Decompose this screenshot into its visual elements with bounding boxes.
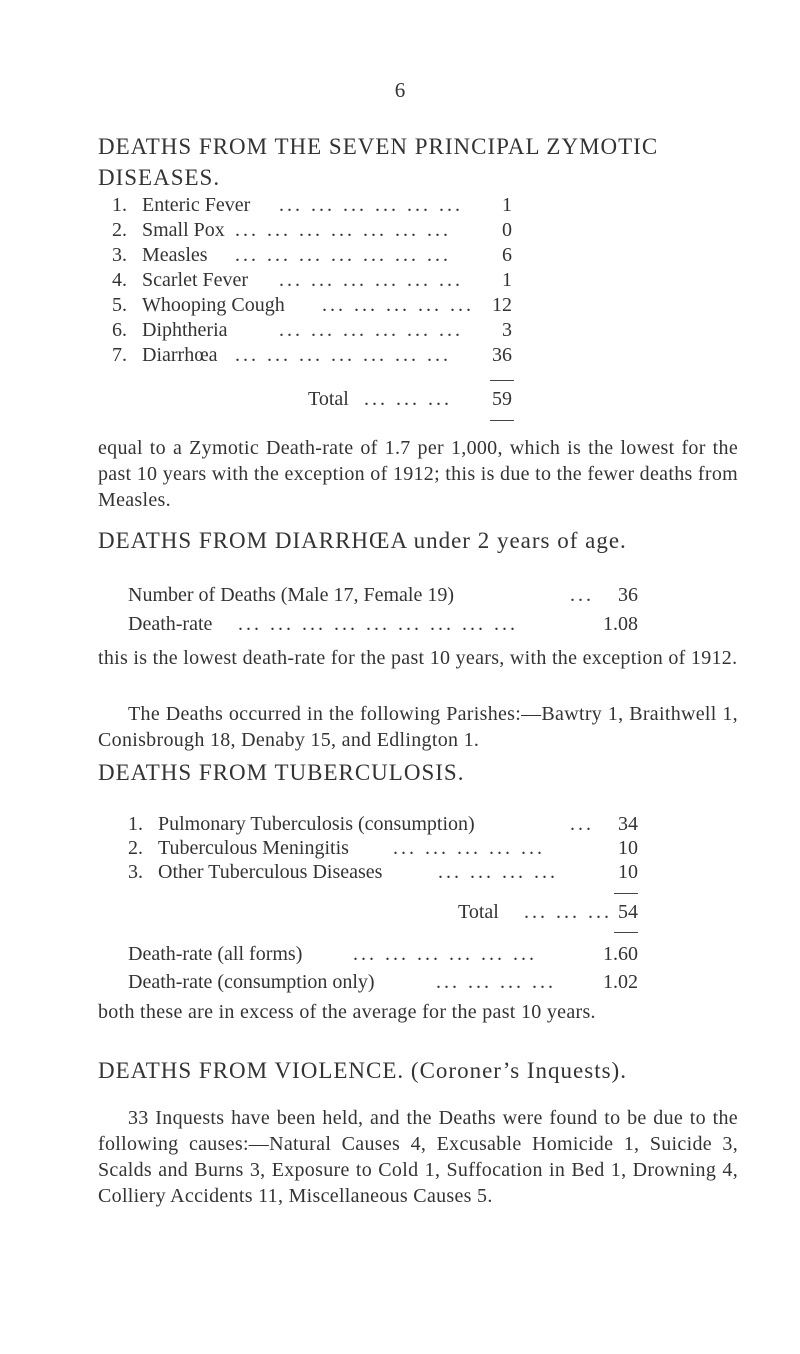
leader-dots: ... ... ... ... ... <box>322 294 474 316</box>
leader-dots: ... ... ... ... ... ... <box>279 319 463 341</box>
item-value: 1 <box>502 194 512 216</box>
rate-value: 1.60 <box>603 943 638 965</box>
leader-dots: ... ... ... ... ... ... ... <box>235 244 451 266</box>
item-number: 2. <box>128 837 143 859</box>
leader-dots: ... <box>570 813 594 835</box>
item-value: 34 <box>618 813 638 835</box>
rate-label: Death-rate <box>128 613 213 635</box>
zymotic-heading: DEATHS FROM THE SEVEN PRINCIPAL ZYMOTIC DISEASES. <box>98 134 659 190</box>
parishes-note: The Deaths occurred in the following Parishes:—Bawtry 1, Braithwell 1, Conisbrough 18, Denaby 15, and Edlington 1. <box>98 703 738 751</box>
leader-dots: ... ... ... ... ... ... ... ... ... <box>238 613 518 635</box>
tuberculosis-heading: DEATHS FROM TUBERCULOSIS. <box>98 760 465 785</box>
deaths-value: 36 <box>618 584 638 606</box>
page-number: 6 <box>394 78 406 102</box>
rate-value: 1.02 <box>603 971 638 993</box>
item-label: Scarlet Fever <box>142 269 249 291</box>
item-number: 1. <box>112 194 127 216</box>
item-value: 0 <box>502 219 512 241</box>
leader-dots: ... ... ... ... ... <box>393 837 545 859</box>
item-number: 6. <box>112 319 127 341</box>
leader-dots: ... ... ... <box>524 901 612 923</box>
item-label: Diarrhœa <box>142 344 218 366</box>
violence-heading: DEATHS FROM VIOLENCE. (Coroner’s Inquests). <box>98 1058 627 1083</box>
violence-note: 33 Inquests have been held, and the Deaths were found to be due to the following causes:—Natural Causes 4, Excusable Homicide 1, Suicide 3, Scalds and Burns 3, Exposure to Cold 1, Suffocation in Bed 1, Drowning 4, Colliery Accidents 11, Miscellaneous Causes 5. <box>98 1107 738 1207</box>
leader-dots: ... <box>570 584 594 606</box>
item-number: 7. <box>112 344 127 366</box>
item-value: 12 <box>492 294 512 316</box>
leader-dots: ... ... ... ... ... ... <box>279 194 463 216</box>
item-value: 10 <box>618 837 638 859</box>
item-number: 4. <box>112 269 127 291</box>
item-value: 10 <box>618 861 638 883</box>
rate-label: Death-rate (consumption only) <box>128 971 375 993</box>
total-value: 59 <box>492 388 512 410</box>
item-number: 3. <box>128 861 143 883</box>
total-label: Total <box>308 388 349 410</box>
total-value: 54 <box>618 901 638 923</box>
item-number: 2. <box>112 219 127 241</box>
zymotic-note: equal to a Zymotic Death-rate of 1.7 per 1,000, which is the lowest for the past 10 years with the exception of 1912; this is due to the fewer deaths from Measles. <box>98 437 738 511</box>
item-label: Small Pox <box>142 219 225 241</box>
leader-dots: ... ... ... ... ... ... <box>353 943 537 965</box>
item-label: Pulmonary Tuberculosis (consumption) <box>158 813 475 835</box>
leader-dots: ... ... ... <box>364 388 452 410</box>
rate-label: Death-rate (all forms) <box>128 943 303 965</box>
rate-value: 1.08 <box>603 613 638 635</box>
diarrhoea-heading: DEATHS FROM DIARRHŒA under 2 years of age. <box>98 528 627 553</box>
item-number: 1. <box>128 813 143 835</box>
leader-dots: ... ... ... ... ... ... <box>279 269 463 291</box>
total-rule-bottom <box>614 932 638 933</box>
item-label: Other Tuberculous Diseases <box>158 861 383 883</box>
item-value: 1 <box>502 269 512 291</box>
leader-dots: ... ... ... ... <box>436 971 556 993</box>
item-label: Tuberculous Meningitis <box>158 837 349 859</box>
leader-dots: ... ... ... ... ... ... ... <box>235 344 451 366</box>
total-rule-bottom <box>490 420 514 421</box>
total-label: Total <box>458 901 499 923</box>
leader-dots: ... ... ... ... <box>438 861 558 883</box>
item-value: 3 <box>502 319 512 341</box>
item-label: Diphtheria <box>142 319 228 341</box>
item-label: Whooping Cough <box>142 294 285 316</box>
total-rule-top <box>490 380 514 381</box>
item-value: 36 <box>492 344 512 366</box>
diarrhoea-note: this is the lowest death-rate for the past 10 years, with the exception of 1912. <box>98 647 738 669</box>
leader-dots: ... ... ... ... ... ... ... <box>235 219 451 241</box>
item-label: Enteric Fever <box>142 194 251 216</box>
item-value: 6 <box>502 244 512 266</box>
item-number: 3. <box>112 244 127 266</box>
deaths-label: Number of Deaths (Male 17, Female 19) <box>128 584 455 606</box>
tuberculosis-note: both these are in excess of the average for the past 10 years. <box>98 1001 596 1023</box>
item-number: 5. <box>112 294 127 316</box>
item-label: Measles <box>142 244 208 266</box>
total-rule-top <box>614 893 638 894</box>
